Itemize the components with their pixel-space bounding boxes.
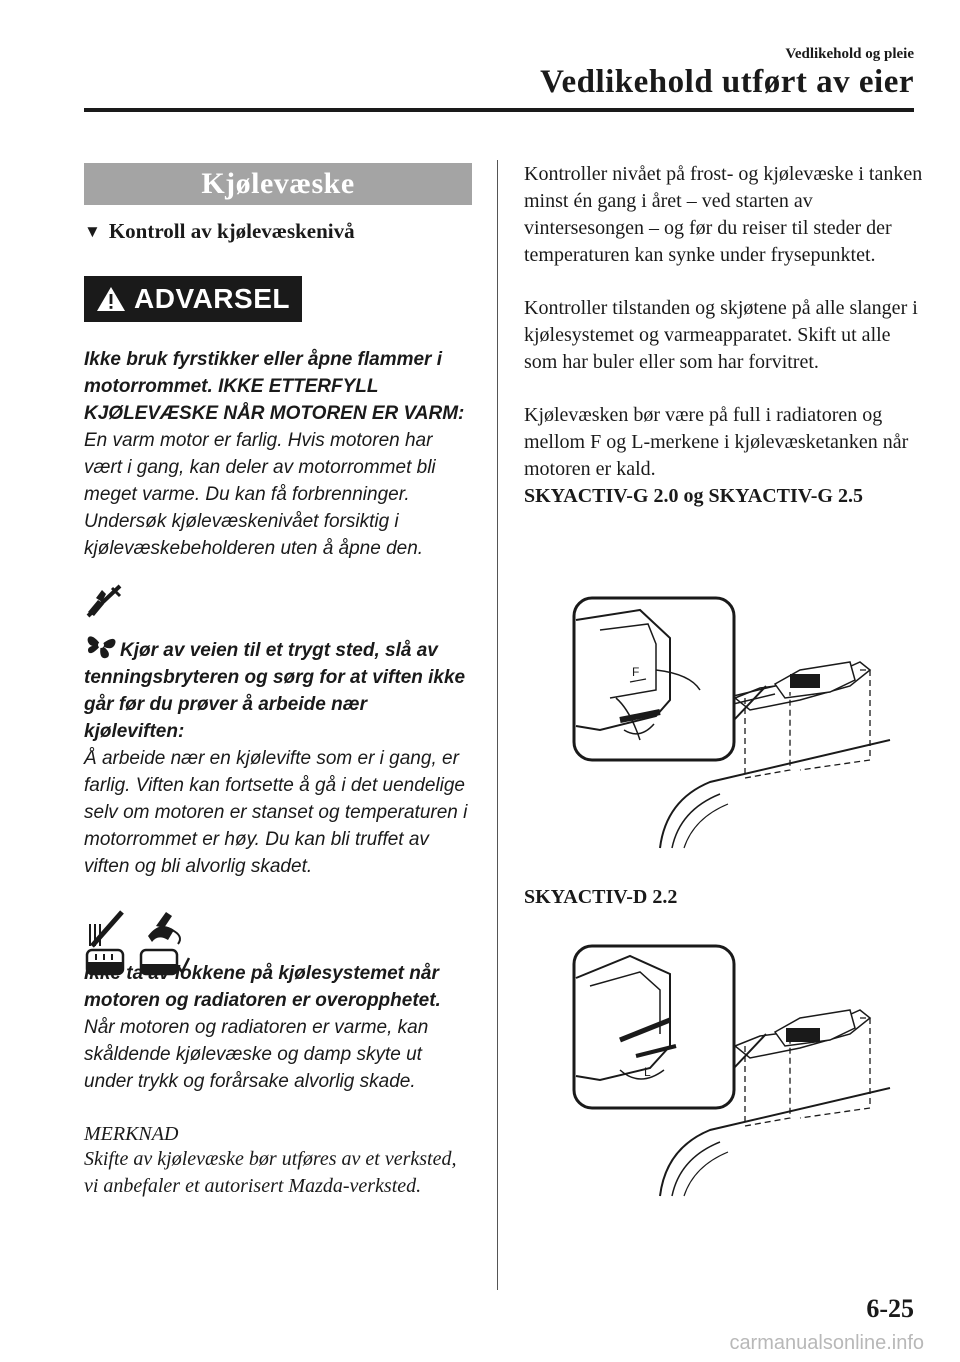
warning-banner	[84, 276, 302, 322]
watermark: carmanualsonline.info	[729, 1332, 924, 1354]
page-number: 6-25	[866, 1294, 914, 1323]
warning-3-bold: Ikke ta av lokkene på kjølesystemet når motoren og radiatoren er overopphetet.	[84, 963, 441, 1011]
warning-paragraph-3	[84, 960, 472, 1095]
coolant-tank-illustration-gasoline	[560, 590, 900, 852]
warning-2-bold: Kjør av veien til et trygt sted, slå av tenningsbryteren og sørg for at viften ikke går før du prøver å arbeide nær kjøleviften:	[84, 640, 466, 742]
fan-hand-icon	[84, 584, 124, 618]
header-rule	[84, 108, 914, 112]
warning-2-text: Å arbeide nær en kjølevifte som er i gang, er farlig. Viften kan fortsette å gå i det uendelige selv om motoren er stanset og temperaturen i motorrommet er høy. Du kan bli truffet av viften og bli alvorlig skadet.	[84, 748, 468, 877]
warning-1-text: En varm motor er farlig. Hvis motoren har vært i gang, kan deler av motorrommet bli meget varme. Du kan få forbrenninger. Undersøk kjølevæskenivået forsiktig i kjølevæskebeholderen uten å åpne den.	[84, 430, 436, 559]
column-divider	[497, 160, 498, 1290]
model-label-gasoline: SKYACTIV-G 2.0 og SKYACTIV-G 2.5	[524, 485, 863, 507]
cooling-fan-icon	[84, 630, 118, 660]
warning-1-bold: Ikke bruk fyrstikker eller åpne flammer i motorrommet. IKKE ETTERFYLL KJØLEVÆSKE NÅR MOTOREN ER VARM:	[84, 349, 465, 424]
note-text: Skifte av kjølevæske bør utføres av et verksted, vi anbefaler et autorisert Mazda-verksted.	[84, 1148, 457, 1197]
warning-paragraph-1	[84, 346, 472, 562]
right-paragraph-3: Kjølevæsken bør være på full i radiatoren og mellom F og L-merkene i kjølevæsketanken når motoren er kald.	[524, 404, 909, 480]
right-paragraph-2: Kontroller tilstanden og skjøtene på alle slanger i kjølesystemet og varmeapparatet. Skift ut alle som har buler eller som har forvitret.	[524, 297, 918, 373]
section-title: Kjølevæske	[84, 163, 472, 205]
triangle-down-icon: ▼	[84, 221, 101, 241]
page-heading: Vedlikehold utført av eier	[540, 64, 914, 100]
fan-icon-group	[84, 584, 472, 630]
warning-triangle-icon	[96, 286, 126, 312]
warning-label: ADVARSEL	[134, 283, 290, 314]
model-label-diesel: SKYACTIV-D 2.2	[524, 886, 678, 908]
coolant-tank-illustration-diesel	[560, 938, 900, 1200]
note-title: MERKNAD	[84, 1123, 179, 1145]
warning-3-text: Når motoren og radiatoren er varme, kan skåldende kjølevæske og damp skyte ut under trykk og forårsake alvorlig skade.	[84, 1017, 429, 1092]
right-paragraph-1: Kontroller nivået på frost- og kjølevæske i tanken minst én gang i året – ved starten av vintersesongen – og før du reiser til steder der temperaturen kan synke under frysepunktet.	[524, 163, 923, 266]
right-column	[524, 161, 924, 510]
left-column	[84, 163, 472, 1200]
subheading-text: Kontroll av kjølevæskenivå	[108, 219, 355, 243]
f-mark-label: F	[632, 665, 640, 679]
l-mark-label: L	[644, 1065, 651, 1079]
warning-paragraph-2	[84, 630, 472, 880]
subheading	[84, 219, 472, 244]
chapter-label: Vedlikehold og pleie	[785, 46, 914, 62]
